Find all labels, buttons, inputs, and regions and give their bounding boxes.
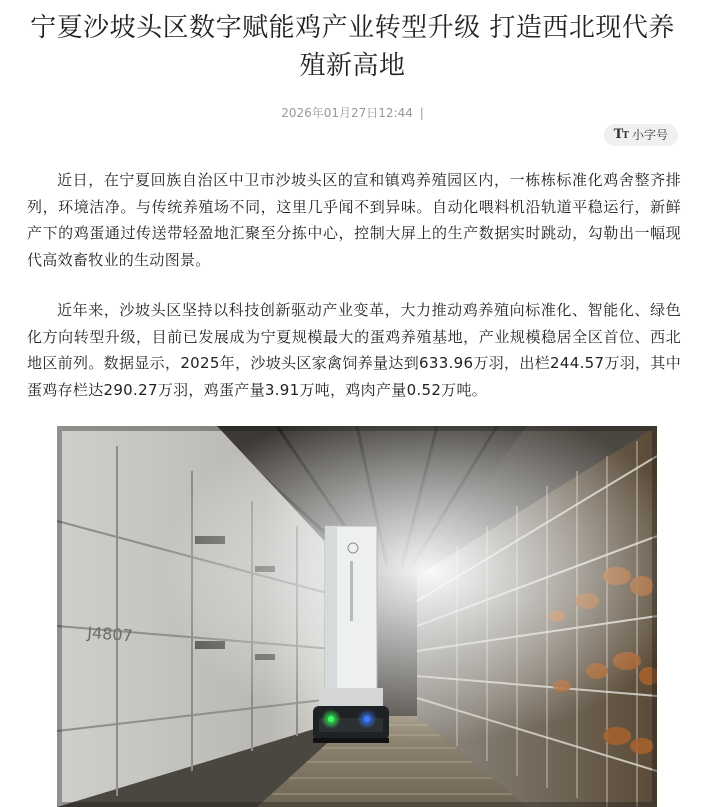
font-size-toggle-button[interactable] bbox=[604, 124, 678, 146]
font-size-icon: TT bbox=[613, 126, 628, 142]
article-photo bbox=[57, 426, 657, 807]
poultry-house-photo bbox=[57, 426, 657, 807]
meta-separator: | bbox=[419, 106, 424, 120]
publish-datetime: 2026年01月27日12:44 bbox=[281, 106, 413, 120]
font-size-toggle-label: 小字号 bbox=[631, 128, 668, 142]
article-title: 宁夏沙坡头区数字赋能鸡产业转型升级 打造西北现代养殖新高地 bbox=[30, 13, 675, 81]
article-paragraph: 近年来，沙坡头区坚持以科技创新驱动产业变革，大力推动鸡养殖向标准化、智能化、绿色化方向转型升级，目前已发展成为宁夏规模最大的蛋鸡养殖基地，产业规模稳居全区首位、西北地区前列。数据显示，2025年，沙坡头区家禽饲养量达到633.96万羽，出栏244.57万羽，其中蛋鸡存栏达290.27万羽，鸡蛋产量3.91万吨，鸡肉产量0.52万吨。 bbox=[27, 301, 681, 399]
article-meta bbox=[0, 104, 705, 122]
article-paragraph: 近日，在宁夏回族自治区中卫市沙坡头区的宣和镇鸡养殖园区内，一栋栋标准化鸡舍整齐排列，环境洁净。与传统养殖场不同，这里几乎闻不到异味。自动化喂料机沿轨道平稳运行，新鲜产下的鸡蛋通过传送带轻盈地汇聚至分拣中心，控制大屏上的生产数据实时跳动，勾勒出一幅现代高效畜牧业的生动图景。 bbox=[27, 171, 681, 269]
